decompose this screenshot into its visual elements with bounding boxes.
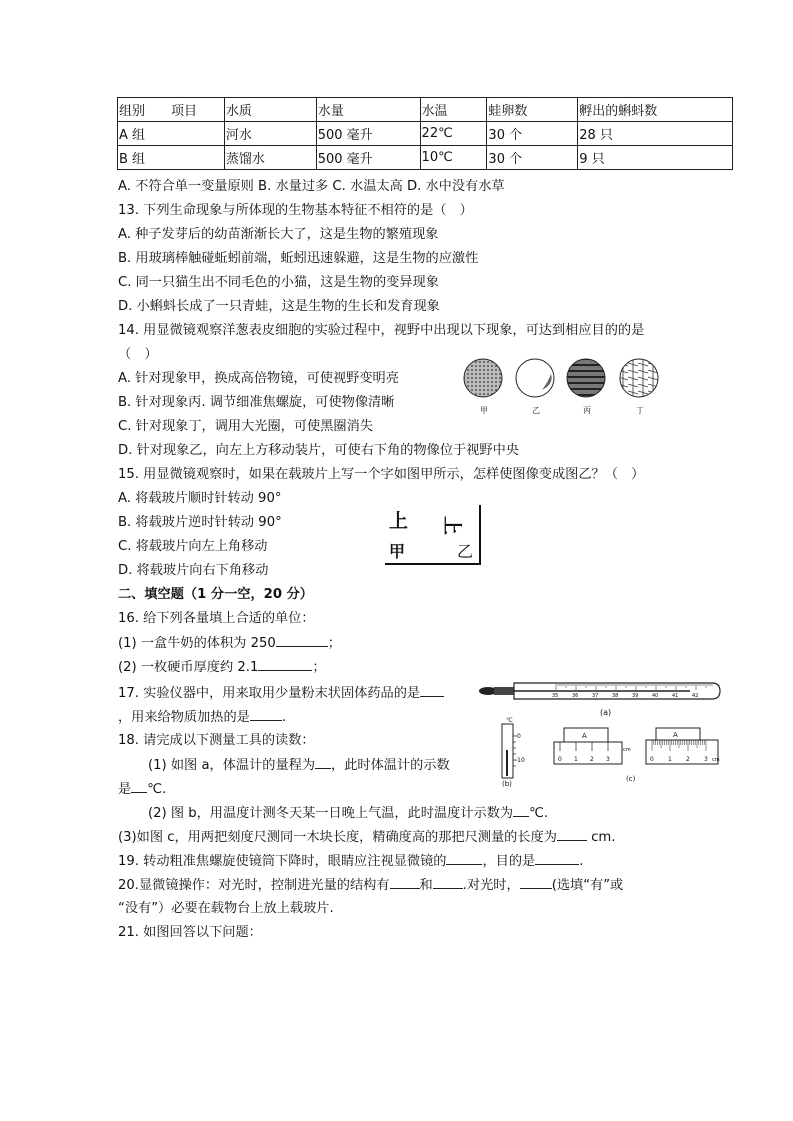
q20-text-b: 和	[419, 878, 433, 893]
q14-stem: 14. 用显微镜观察洋葱表皮细胞的实验过程中，视野中出现以下现象，可达到相应目的的是	[118, 323, 645, 338]
q15-option-d: D. 将载玻片向右下角移动	[118, 563, 269, 578]
q18-l1b-text: ，此时体温计的示数	[331, 758, 450, 773]
q14-paren: （ ）	[118, 347, 158, 362]
q14-option-b: B. 针对现象丙. 调节细准焦螺旋，可使物像清晰	[118, 395, 395, 410]
q17-l2-text: ，用来给物质加热的是	[118, 710, 250, 725]
field-ding	[620, 359, 658, 397]
room-thermometer-figure	[494, 714, 530, 790]
block-label: A	[582, 732, 587, 740]
q15-option-c: C. 将载玻片向左上角移动	[118, 539, 268, 554]
table-cell: 500 毫升	[316, 146, 420, 170]
answer-blank[interactable]	[557, 827, 587, 841]
q19-line	[118, 851, 583, 872]
q14-microscope-fields-figure	[458, 356, 668, 416]
q13-option-a: A. 种子发芽后的幼苗渐渐长大了，这是生物的繁殖现象	[118, 227, 439, 242]
table-header-cell: 组别 项目	[118, 98, 225, 122]
answer-blank[interactable]	[420, 683, 444, 697]
answer-blank[interactable]	[513, 803, 529, 817]
answer-blank[interactable]	[535, 851, 579, 865]
table-header-cell: 孵出的蝌蚪数	[578, 98, 733, 122]
q15-option-a: A. 将载玻片顺时针转动 90°	[118, 491, 282, 506]
scale-label: 36	[572, 693, 579, 699]
ruler-1-label: 0	[558, 756, 562, 763]
q16-l1-text: (1) 一盒牛奶的体积为 250	[118, 636, 276, 651]
scale-label: 42	[692, 693, 699, 699]
fig-label-jia: 甲	[480, 406, 488, 415]
q18-l2b-text: ℃.	[147, 782, 167, 797]
thermometer-neck	[494, 687, 514, 695]
q15-character-figure	[383, 503, 485, 567]
fig-label-yi: 乙	[532, 406, 540, 415]
ruler-2-label: 2	[686, 756, 690, 763]
table-header-cell: 蛙卵数	[487, 98, 578, 122]
char-upright: 上	[389, 510, 409, 532]
ruler-2-unit: cm	[712, 757, 720, 763]
q17-line-2	[118, 707, 286, 728]
scale-label: 40	[652, 693, 659, 699]
q18-line-1	[148, 755, 450, 776]
q18-line-2	[118, 779, 166, 800]
q16-l2-text: (2) 一枚硬币厚度约 2.1	[118, 660, 259, 675]
therm-unit: ℃	[506, 717, 513, 724]
table-row	[118, 146, 733, 170]
q21-stem: 21. 如图回答以下问题：	[118, 925, 262, 940]
ruler-2-label: 3	[704, 756, 708, 763]
therm-tick-label: -10	[515, 757, 525, 764]
field-bing	[567, 359, 605, 397]
table-cell: 河水	[224, 122, 316, 146]
table-cell: 22℃	[420, 122, 487, 146]
wood-block-2	[656, 728, 700, 740]
q13-option-b: B. 用玻璃棒触碰蚯蚓前端，蚯蚓迅速躲避，这是生物的应激性	[118, 251, 479, 266]
ruler-1-unit: cm	[623, 747, 631, 753]
q13-stem: 13. 下列生命现象与所体现的生物基本特征不相符的是（ ）	[118, 203, 473, 218]
q20-text-c: .对光时，	[462, 878, 520, 893]
q18-l2a-text: 是	[118, 782, 132, 797]
fig-label-yi: 乙	[457, 542, 474, 561]
ruler-1-label: 1	[574, 756, 578, 763]
scale-label: 35	[552, 693, 559, 699]
q18-l4a-text: (3)如图 c，用两把刻度尺测同一木块长度，精确度高的那把尺测量的长度为	[118, 830, 557, 845]
ruler-2-label: 1	[668, 756, 672, 763]
field-jia	[464, 359, 502, 397]
q13-option-d: D. 小蝌蚪长成了一只青蛙，这是生物的生长和发育现象	[118, 299, 440, 314]
scale-label: 37	[592, 693, 599, 699]
q20-line-2: “没有”）必要在载物台上放上载玻片.	[118, 901, 334, 916]
q12-options: A. 不符合单一变量原则 B. 水量过多 C. 水温太高 D. 水中没有水草	[118, 179, 505, 194]
fig-label-jia: 甲	[389, 542, 406, 561]
ruler-2-label: 0	[650, 756, 654, 763]
q19-text-a: 19. 转动粗准焦螺旋使镜筒下降时，眼睛应注视显微镜的	[118, 854, 447, 869]
q15-option-b: B. 将载玻片逆时针转动 90°	[118, 515, 282, 530]
table-header-row	[118, 98, 733, 122]
answer-blank[interactable]	[250, 707, 282, 721]
scale-label: 39	[632, 693, 639, 699]
table-cell: A 组	[118, 122, 225, 146]
experiment-table	[117, 97, 733, 170]
section-2-heading: 二、填空题（1 分一空，20 分）	[118, 587, 313, 602]
q16-line-1	[118, 633, 341, 654]
answer-blank[interactable]	[315, 755, 331, 769]
answer-blank[interactable]	[520, 875, 552, 889]
q18-l1a-text: (1) 如图 a，体温计的量程为	[148, 758, 316, 773]
char-rotated: 上	[441, 516, 463, 536]
q18-stem: 18. 请完成以下测量工具的读数：	[118, 733, 315, 748]
figure-label-a: (a)	[600, 708, 612, 717]
figure-label-c: (c)	[626, 775, 636, 783]
q18-l4b-text: cm.	[586, 830, 616, 845]
table-header-cell: 水量	[316, 98, 420, 122]
scale-label: 41	[672, 693, 679, 699]
q14-option-a: A. 针对现象甲，换成高倍物镜，可使视野变明亮	[118, 371, 399, 386]
therm-tick-label: 0	[517, 733, 521, 740]
answer-blank[interactable]	[390, 875, 420, 889]
table-cell: B 组	[118, 146, 225, 170]
q15-stem: 15. 用显微镜观察时，如果在载玻片上写一个字如图甲所示，怎样使图像变成图乙？（ ）	[118, 467, 645, 482]
answer-blank[interactable]	[276, 633, 328, 647]
q20-text-a: 20.显微镜操作：对光时，控制进光量的结构有	[118, 878, 390, 893]
table-cell: 30 个	[487, 122, 578, 146]
q18-line-3	[148, 803, 548, 824]
q20-text-d: (选填“有”或	[551, 878, 624, 893]
q14-option-c: C. 针对现象丁，调用大光圈，可使黑圈消失	[118, 419, 373, 434]
punct: .	[281, 710, 287, 725]
q20-line-1	[118, 875, 623, 896]
answer-blank[interactable]	[131, 779, 147, 793]
q19-text-b: ，目的是	[482, 854, 536, 869]
table-cell: 9 只	[578, 146, 733, 170]
q18-l3a-text: (2) 图 b，用温度计测冬天某一日晚上气温，此时温度计示数为	[148, 806, 514, 821]
table-cell: 蒸馏水	[224, 146, 316, 170]
q14-option-d: D. 针对现象乙，向左上方移动装片，可使右下角的物像位于视野中央	[118, 443, 519, 458]
answer-blank[interactable]	[446, 851, 482, 865]
table-cell: 10℃	[420, 146, 487, 170]
table-cell: 500 毫升	[316, 122, 420, 146]
figure-label-b: (b)	[502, 780, 512, 788]
q18-line-4	[118, 827, 615, 848]
q16-line-2	[118, 657, 326, 678]
answer-blank[interactable]	[433, 875, 463, 889]
table-header-cell: 水质	[224, 98, 316, 122]
punct: ；	[327, 636, 341, 651]
ruler-1-label: 3	[606, 756, 610, 763]
rulers-figure	[552, 724, 728, 784]
table-cell: 30 个	[487, 146, 578, 170]
fig-label-bing: 丙	[583, 406, 591, 415]
table-row	[118, 122, 733, 146]
block-label: A	[673, 731, 678, 739]
q18-l3b-text: ℃.	[529, 806, 549, 821]
table-header-cell: 水温	[420, 98, 487, 122]
answer-blank[interactable]	[258, 657, 312, 671]
ruler-1-label: 2	[590, 756, 594, 763]
field-yi	[516, 359, 554, 397]
fig-label-ding: 丁	[636, 406, 644, 415]
scale-label: 38	[612, 693, 619, 699]
q17-line-1	[118, 683, 444, 704]
table-cell: 28 只	[578, 122, 733, 146]
punct: ；	[312, 660, 326, 675]
punct: .	[579, 854, 584, 869]
ruler-1	[554, 742, 622, 764]
q17-l1-text: 17. 实验仪器中，用来取用少量粉末状固体药品的是	[118, 686, 421, 701]
q13-option-c: C. 同一只猫生出不同毛色的小猫，这是生物的变异现象	[118, 275, 439, 290]
q16-stem: 16. 给下列各量填上合适的单位：	[118, 611, 315, 626]
